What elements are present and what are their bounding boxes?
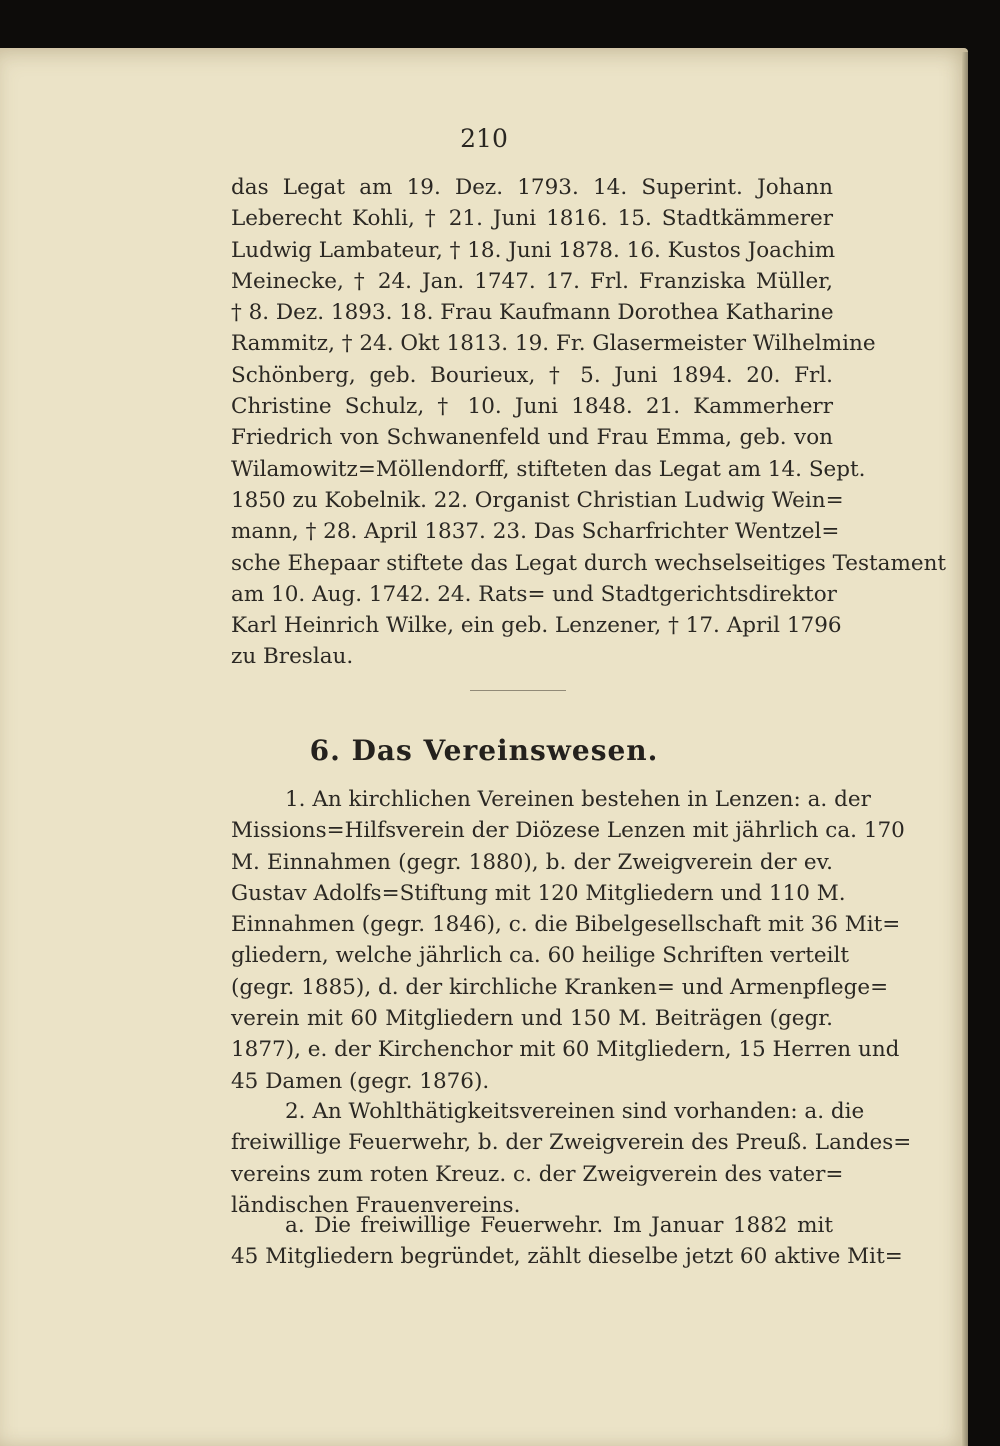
text-line: a. Die freiwillige Feuerwehr. Im Januar 1882 mit xyxy=(285,1213,833,1238)
text-line: sche Ehepaar stiftete das Legat durch wechselseitiges Testament xyxy=(231,550,947,576)
text-line: ländischen Frauenvereins. xyxy=(231,1192,521,1218)
text-line: vereins zum roten Kreuz. c. der Zweigverein des vater= xyxy=(231,1161,844,1187)
page-number: 210 xyxy=(460,124,508,153)
text-line: Christine Schulz, † 10. Juni 1848. 21. Kammerherr xyxy=(231,394,833,420)
text-line: Wilamowitz=Möllendorff, stifteten das Legat am 14. Sept. xyxy=(231,456,866,482)
text-line: (gegr. 1885), d. der kirchliche Kranken= und Armenpflege= xyxy=(231,974,889,1000)
text-line: Leberecht Kohli, † 21. Juni 1816. 15. Stadtkämmerer xyxy=(231,206,833,232)
text-line: gliedern, welche jährlich ca. 60 heilige Schriften verteilt xyxy=(231,943,849,969)
text-line: 1. An kirchlichen Vereinen bestehen in Lenzen: a. der xyxy=(285,787,871,812)
paragraph-fire-brigade xyxy=(231,1210,903,1273)
text-line: zu Breslau. xyxy=(231,644,354,670)
text-line: am 10. Aug. 1742. 24. Rats= und Stadtgerichtsdirektor xyxy=(231,581,837,607)
text-line: Missions=Hilfsverein der Diözese Lenzen mit jährlich ca. 170 xyxy=(231,818,905,844)
paragraph-church-associations xyxy=(231,784,905,1097)
text-line: † 8. Dez. 1893. 18. Frau Kaufmann Dorothea Katharine xyxy=(231,300,834,326)
text-line: Rammitz, † 24. Okt 1813. 19. Fr. Glasermeister Wilhelmine xyxy=(231,331,876,357)
text-line: Gustav Adolfs=Stiftung mit 120 Mitgliedern und 110 M. xyxy=(231,880,846,906)
text-line: Meinecke, † 24. Jan. 1747. 17. Frl. Franziska Müller, xyxy=(231,268,833,294)
section-heading: 6. Das Vereinswesen. xyxy=(309,734,659,767)
text-line: M. Einnahmen (gegr. 1880), b. der Zweigverein der ev. xyxy=(231,849,833,875)
text-line: 2. An Wohlthätigkeitsvereinen sind vorhanden: a. die xyxy=(285,1099,865,1124)
text-line: Karl Heinrich Wilke, ein geb. Lenzener, † 17. April 1796 xyxy=(231,613,842,639)
text-line: Schönberg, geb. Bourieux, † 5. Juni 1894. 20. Frl. xyxy=(231,362,833,388)
text-line: Ludwig Lambateur, † 18. Juni 1878. 16. Kustos Joachim xyxy=(231,237,836,263)
section-divider xyxy=(470,690,566,691)
text-line: 1877), e. der Kirchenchor mit 60 Mitgliedern, 15 Herren und xyxy=(231,1037,900,1063)
paragraph-charity-associations xyxy=(231,1096,912,1221)
text-line: mann, † 28. April 1837. 23. Das Scharfrichter Wentzel= xyxy=(231,519,840,545)
text-line: Einnahmen (gegr. 1846), c. die Bibelgesellschaft mit 36 Mit= xyxy=(231,912,901,938)
text-line: Friedrich von Schwanenfeld und Frau Emma, geb. von xyxy=(231,425,833,451)
text-line: 45 Mitgliedern begründet, zählt dieselbe jetzt 60 aktive Mit= xyxy=(231,1244,903,1270)
text-line: freiwillige Feuerwehr, b. der Zweigverein des Preuß. Landes= xyxy=(231,1130,912,1156)
text-line: das Legat am 19. Dez. 1793. 14. Superint. Johann xyxy=(231,175,833,200)
text-line: verein mit 60 Mitgliedern und 150 M. Beiträgen (gegr. xyxy=(231,1006,833,1032)
text-line: 1850 zu Kobelnik. 22. Organist Christian Ludwig Wein= xyxy=(231,487,844,513)
paragraph-legate-list xyxy=(231,172,947,673)
text-line: 45 Damen (gegr. 1876). xyxy=(231,1068,490,1094)
